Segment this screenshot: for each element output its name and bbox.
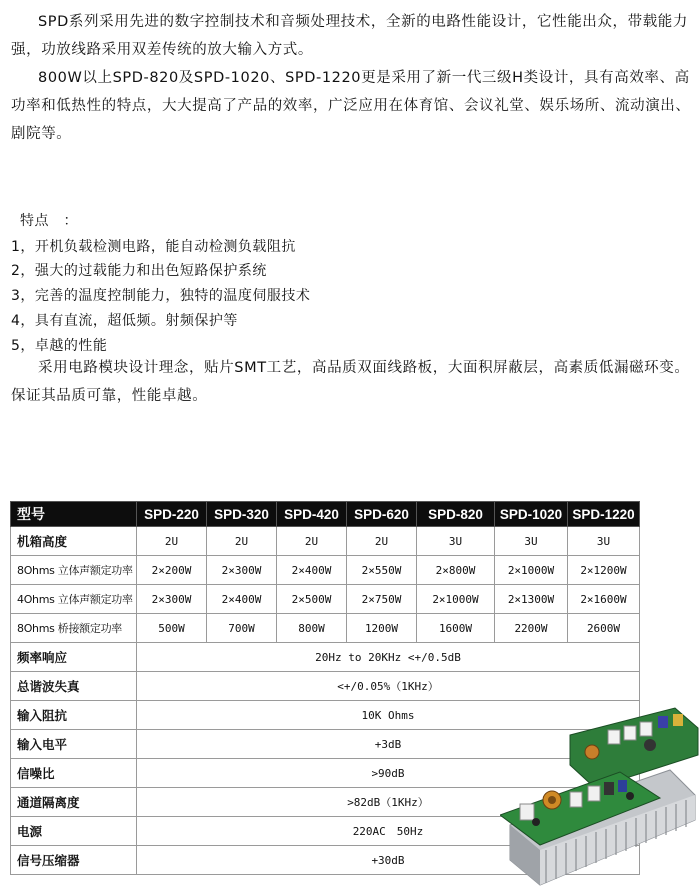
row-label: 输入电平: [11, 730, 137, 759]
table-cell: 2200W: [495, 614, 568, 643]
table-cell: 3U: [417, 527, 495, 556]
row-label: 输入阻抗: [11, 701, 137, 730]
header-spd-820: SPD-820: [417, 502, 495, 527]
table-cell: +3dB: [137, 730, 640, 759]
row-label: 频率响应: [11, 643, 137, 672]
table-row: [11, 585, 640, 614]
table-header-row: [11, 502, 640, 527]
table-cell: 10K Ohms: [137, 701, 640, 730]
feature-item-4: 4，具有直流，超低频。射频保护等: [11, 313, 238, 329]
table-cell: 2600W: [568, 614, 640, 643]
features-title: 特点 ：: [20, 213, 78, 229]
table-cell: 3U: [568, 527, 640, 556]
table-cell: 2×750W: [347, 585, 417, 614]
table-cell: 2×200W: [137, 556, 207, 585]
table-cell: 2×400W: [277, 556, 347, 585]
intro-paragraph-1: [11, 8, 691, 64]
table-cell: 2×300W: [137, 585, 207, 614]
table-cell: 20Hz to 20KHz <+/0.5dB: [137, 643, 640, 672]
row-label: 通道隔离度: [11, 788, 137, 817]
intro-text-2: 800W以上SPD-820及SPD-1020、SPD-1220更是采用了新一代三级H类设计，具有高效率、高功率和低热性的特点，大大提高了产品的效率，广泛应用在体育馆、会议礼堂、娱乐场所、流动演出、剧院等。: [11, 70, 691, 142]
table-cell: 2U: [277, 527, 347, 556]
features-detail-paragraph: [11, 354, 691, 410]
table-cell: 1200W: [347, 614, 417, 643]
table-row: [11, 614, 640, 643]
table-cell: 3U: [495, 527, 568, 556]
row-label: 8Ohms 立体声额定功率: [11, 556, 137, 585]
table-cell: 700W: [207, 614, 277, 643]
table-cell: 220AC 50Hz: [137, 817, 640, 846]
feature-item-5: 5，卓越的性能: [11, 338, 108, 354]
table-row: [11, 527, 640, 556]
header-spd-220: SPD-220: [137, 502, 207, 527]
table-cell: 800W: [277, 614, 347, 643]
row-label: 8Ohms 桥接额定功率: [11, 614, 137, 643]
row-label: 电源: [11, 817, 137, 846]
table-cell: 2×1300W: [495, 585, 568, 614]
table-cell: 2×1600W: [568, 585, 640, 614]
table-cell: 2×1200W: [568, 556, 640, 585]
table-cell: 2×1000W: [417, 585, 495, 614]
row-label: 4Ohms 立体声额定功率: [11, 585, 137, 614]
features-detail-text: 采用电路模块设计理念，贴片SMT工艺，高品质双面线路板，大面积屏蔽层，高素质低漏磁环变。保证其品质可靠，性能卓越。: [11, 360, 690, 404]
header-spd-320: SPD-320: [207, 502, 277, 527]
table-cell: 2U: [207, 527, 277, 556]
table-cell: 2×550W: [347, 556, 417, 585]
feature-item-1: 1，开机负载检测电路，能自动检测负载阻抗: [11, 239, 296, 255]
feature-item-2: 2，强大的过载能力和出色短路保护系统: [11, 263, 267, 279]
header-spd-420: SPD-420: [277, 502, 347, 527]
header-model: 型号: [11, 502, 137, 527]
table-cell: 2U: [347, 527, 417, 556]
table-cell: 1600W: [417, 614, 495, 643]
table-cell: >82dB（1KHz）: [137, 788, 640, 817]
amplifier-module-image: [500, 700, 700, 891]
table-cell: <+/0.05%（1KHz）: [137, 672, 640, 701]
table-cell: >90dB: [137, 759, 640, 788]
intro-text-1: SPD系列采用先进的数字控制技术和音频处理技术，全新的电路性能设计，它性能出众，带载能力强，功放线路采用双差传统的放大输入方式。: [11, 14, 689, 58]
table-cell: 2×500W: [277, 585, 347, 614]
table-cell: 2×300W: [207, 556, 277, 585]
header-spd-1020: SPD-1020: [495, 502, 568, 527]
table-cell: +30dB: [137, 846, 640, 875]
intro-paragraph-2: [11, 64, 691, 148]
row-label: 机箱高度: [11, 527, 137, 556]
header-spd-1220: SPD-1220: [568, 502, 640, 527]
row-label: 信噪比: [11, 759, 137, 788]
feature-item-3: 3，完善的温度控制能力，独特的温度伺服技术: [11, 288, 311, 304]
row-label: 信号压缩器: [11, 846, 137, 875]
table-cell: 2×1000W: [495, 556, 568, 585]
table-cell: 2U: [137, 527, 207, 556]
table-row: [11, 556, 640, 585]
table-row: [11, 643, 640, 672]
table-cell: 2×400W: [207, 585, 277, 614]
header-spd-620: SPD-620: [347, 502, 417, 527]
row-label: 总谐波失真: [11, 672, 137, 701]
table-row: [11, 672, 640, 701]
table-cell: 2×800W: [417, 556, 495, 585]
table-cell: 500W: [137, 614, 207, 643]
